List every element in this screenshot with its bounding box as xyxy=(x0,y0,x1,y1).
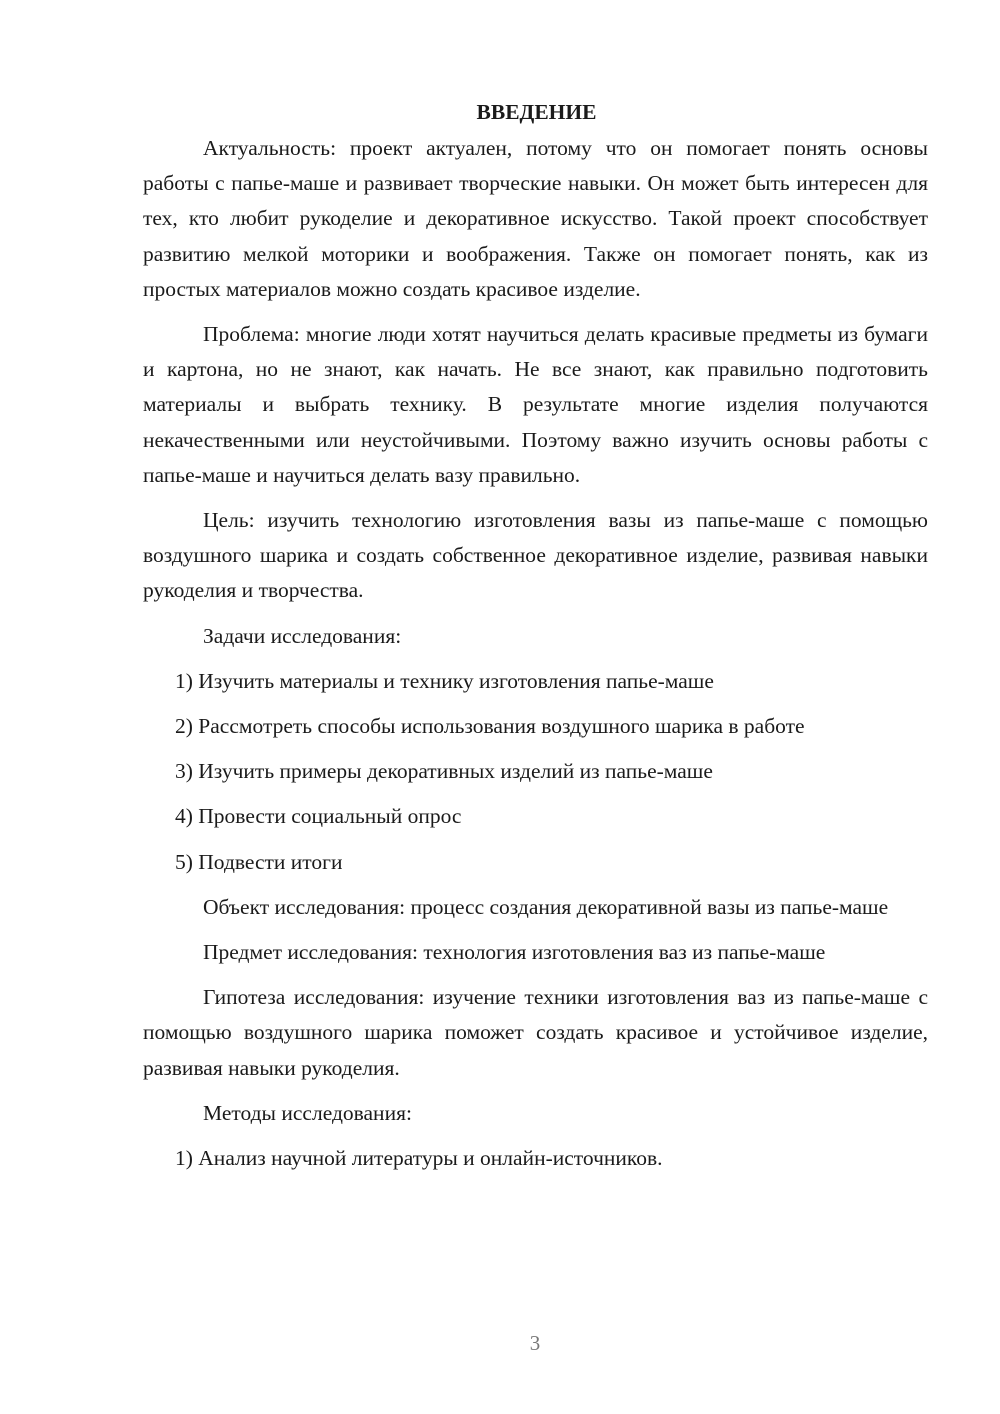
subject-paragraph: Предмет исследования: технология изготовления ваз из папье-маше xyxy=(203,940,826,965)
methods-heading: Методы исследования: xyxy=(203,1100,412,1125)
list-item: 5) Подвести итоги xyxy=(175,849,343,874)
tasks-list xyxy=(143,664,928,880)
object-paragraph: Объект исследования: процесс создания декоративной вазы из папье-маше xyxy=(203,894,889,919)
relevance-paragraph: Актуальность: проект актуален, потому что он помогает понять основы работы с папье-маше и развивает творческие навыки. Он может быть интересен для тех, кто любит рукоделие и декоративное искусство. Такой проект способствует развитию мелкой моторики и воображения. Также он помогает понять, как из простых материалов можно создать красивое изделие. xyxy=(143,136,928,301)
methods-list xyxy=(143,1141,928,1176)
page-content xyxy=(143,95,928,1176)
hypothesis-paragraph: Гипотеза исследования: изучение техники изготовления ваз из папье-маше с помощью воздушного шарика поможет создать красивое и устойчивое изделие, развивая навыки рукоделия. xyxy=(143,985,928,1080)
goal-paragraph: Цель: изучить технологию изготовления вазы из папье-маше с помощью воздушного шарика и создать собственное декоративное изделие, развивая навыки рукоделия и творчества. xyxy=(143,508,928,603)
page-number: 3 xyxy=(529,1331,541,1355)
section-heading: ВВЕДЕНИЕ xyxy=(476,100,597,124)
list-item: 4) Провести социальный опрос xyxy=(175,804,462,829)
tasks-heading: Задачи исследования: xyxy=(203,623,402,648)
list-item: 2) Рассмотреть способы использования воздушного шарика в работе xyxy=(175,714,805,739)
list-item: 1) Анализ научной литературы и онлайн-источников. xyxy=(175,1146,663,1171)
list-item: 1) Изучить материалы и технику изготовления папье-маше xyxy=(175,668,714,693)
problem-paragraph: Проблема: многие люди хотят научиться делать красивые предметы из бумаги и картона, но не знают, как начать. Не все знают, как правильно подготовить материалы и выбрать технику. В результате многие изделия получаются некачественными или неустойчивыми. Поэтому важно изучить основы работы с папье-маше и научиться делать вазу правильно. xyxy=(143,322,928,487)
list-item: 3) Изучить примеры декоративных изделий из папье-маше xyxy=(175,759,713,784)
